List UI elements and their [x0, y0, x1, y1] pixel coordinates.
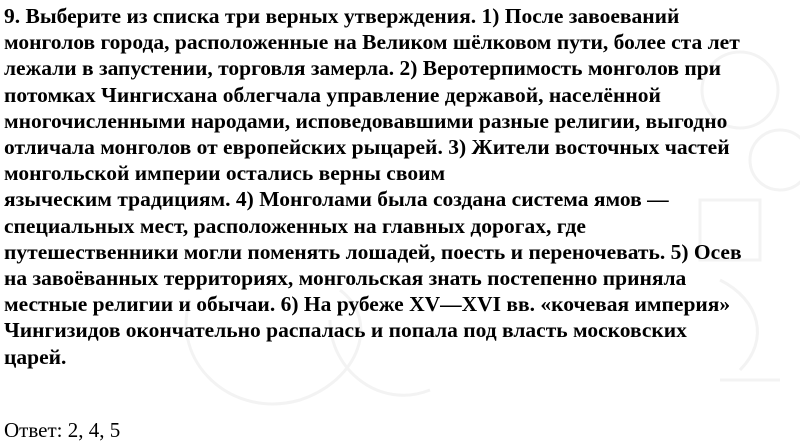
question-line-14: царей. — [4, 344, 67, 369]
question-line-3: лежали в запустении, торговля замерла. 2) Веротерпимость монголов при — [4, 56, 722, 81]
question-line-12: местные религии и обычаи. 6) На рубеже XV—XVI вв. «кочевая империя» — [4, 292, 731, 317]
question-line-11: на завоёванных территориях, монгольская знать постепенно приняла — [4, 266, 687, 291]
question-line-9: специальных мест, расположенных на главных дорогах, где — [4, 213, 586, 238]
question-line-7: монгольской империи остались верны своим — [4, 161, 446, 186]
question-line-13: Чингизидов окончательно распалась и попала под власть московских — [4, 318, 687, 343]
question-line-2: монголов города, расположенные на Великом шёлковом пути, более ста лет — [4, 30, 740, 55]
question-line-4: потомках Чингисхана облегчала управление державой, населённой — [4, 82, 661, 107]
question-text — [4, 3, 798, 370]
question-line-10: путешественники могли поменять лошадей, поесть и переночевать. 5) Осев — [4, 239, 742, 264]
question-line-1: 9. Выберите из списка три верных утверждения. 1) После завоеваний — [4, 4, 680, 28]
answer-text: Ответ: 2, 4, 5 — [4, 418, 121, 442]
question-line-6: отличала монголов от европейских рыцарей. 3) Жители восточных частей — [4, 135, 730, 160]
question-line-8: языческим традициям. 4) Монголами была создана система ямов — — [4, 187, 669, 212]
question-line-5: многочисленными народами, исповедовавшими разные религии, выгодно — [4, 108, 728, 133]
